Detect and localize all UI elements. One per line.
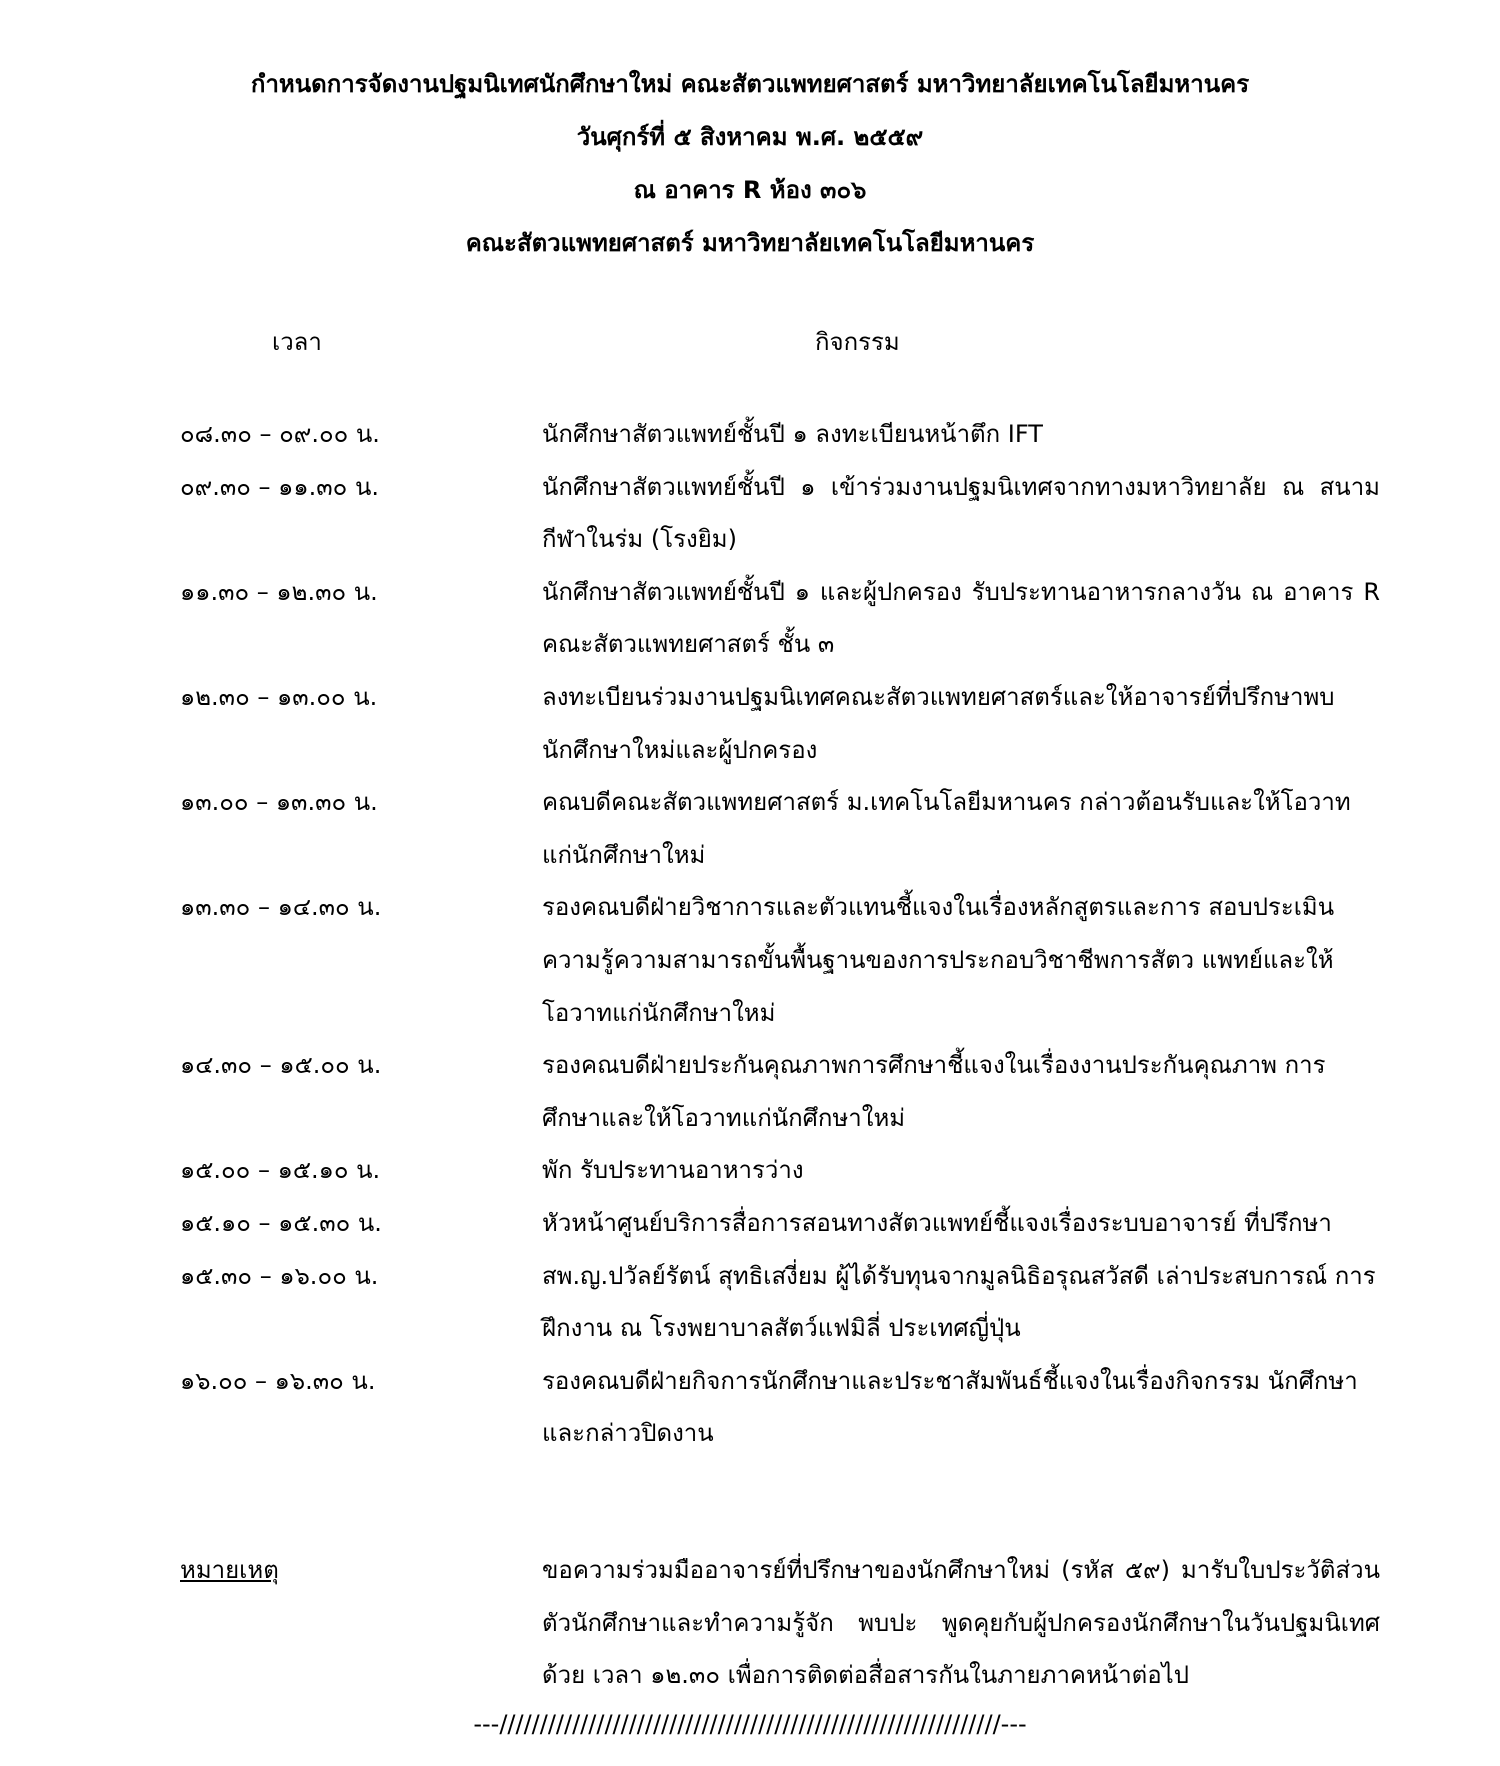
- schedule-row: [180, 1250, 1380, 1355]
- schedule-activity: พัก รับประทานอาหารว่าง: [542, 1156, 804, 1185]
- schedule-time: ๑๖.๐๐ – ๑๖.๓๐ น.: [180, 1366, 376, 1395]
- schedule-time: ๐๙.๓๐ – ๑๑.๓๐ น.: [180, 472, 379, 501]
- header-venue: ณ อาคาร R ห้อง ๓๐๖: [633, 176, 867, 204]
- schedule-activity: รองคณบดีฝ่ายประกันคุณภาพการศึกษาชี้แจงในเรื่องงานประกันคุณภาพ การศึกษาและให้โอวาทแก่นักศึกษาใหม่: [542, 1051, 1326, 1132]
- schedule-row: [180, 881, 1380, 1039]
- schedule-activity: สพ.ญ.ปวัลย์รัตน์ สุทธิเสงี่ยม ผู้ได้รับทุนจากมูลนิธิอรุณสวัสดี เล่าประสบการณ์ การฝึกงาน ณ โรงพยาบาลสัตว์แฟมิลี่ ประเทศญี่ปุ่น: [542, 1261, 1376, 1343]
- schedule-time: ๑๔.๓๐ – ๑๕.๐๐ น.: [180, 1051, 382, 1080]
- column-header-activity: กิจกรรม: [815, 328, 900, 356]
- note-text: ขอความร่วมมืออาจารย์ที่ปรึกษาของนักศึกษาใหม่ (รหัส ๕๙) มารับใบประวัติส่วนตัวนักศึกษาและทำความรู้จัก พบปะ พูดคุยกับผู้ปกครองนักศึกษาในวันปฐมนิเทศด้วย เวลา ๑๒.๓๐ เพื่อการติดต่อสื่อสารกันในภายภาคหน้าต่อไป: [542, 1556, 1380, 1690]
- note-section: [180, 1544, 1380, 1702]
- column-header-time: เวลา: [272, 328, 322, 356]
- schedule-time: ๑๕.๑๐ – ๑๕.๓๐ น.: [180, 1208, 382, 1237]
- schedule-row: [180, 1355, 1380, 1460]
- schedule-activity: นักศึกษาสัตวแพทย์ชั้นปี ๑ เข้าร่วมงานปฐมนิเทศจากทางมหาวิทยาลัย ณ สนามกีฬาในร่ม (โรงยิม): [542, 472, 1380, 554]
- schedule-row: [180, 408, 1380, 461]
- header-title: กำหนดการจัดงานปฐมนิเทศนักศึกษาใหม่ คณะสัตวแพทยศาสตร์ มหาวิทยาลัยเทคโนโลยีมหานคร: [250, 70, 1250, 98]
- schedule-activity: คณบดีคณะสัตวแพทยศาสตร์ ม.เทคโนโลยีมหานคร กล่าวต้อนรับและให้โอวาทแก่นักศึกษาใหม่: [542, 788, 1351, 869]
- header-faculty: คณะสัตวแพทยศาสตร์ มหาวิทยาลัยเทคโนโลยีมหานคร: [465, 229, 1035, 257]
- schedule-row: [180, 1144, 1380, 1197]
- schedule-activity: รองคณบดีฝ่ายวิชาการและตัวแทนชี้แจงในเรื่องหลักสูตรและการ สอบประเมินความรู้ความสามารถขั้นพื้นฐานของการประกอบวิชาชีพการสัตว แพทย์และให้โอวาทแก่นักศึกษาใหม่: [542, 893, 1335, 1027]
- schedule-activity: หัวหน้าศูนย์บริการสื่อการสอนทางสัตวแพทย์ชี้แจงเรื่องระบบอาจารย์ ที่ปรึกษา: [542, 1208, 1332, 1237]
- schedule-activity: ลงทะเบียนร่วมงานปฐมนิเทศคณะสัตวแพทยศาสตร์และให้อาจารย์ที่ปรึกษาพบนักศึกษาใหม่และผู้ปกครอง: [542, 682, 1335, 764]
- schedule-activity: นักศึกษาสัตวแพทย์ชั้นปี ๑ และผู้ปกครอง รับประทานอาหารกลางวัน ณ อาคาร R คณะสัตวแพทยศาสตร์ ชั้น ๓: [542, 577, 1380, 659]
- schedule-row: [180, 671, 1380, 776]
- schedule-row: [180, 461, 1380, 566]
- schedule-time: ๑๒.๓๐ – ๑๓.๐๐ น.: [180, 682, 378, 711]
- footer-divider: ---//////////////////////////////////////////////////////////////---: [473, 1710, 1027, 1738]
- schedule-row: [180, 776, 1380, 881]
- schedule-row: [180, 1039, 1380, 1144]
- schedule-time: ๑๓.๐๐ – ๑๓.๓๐ น.: [180, 788, 378, 817]
- schedule-table: [180, 408, 1380, 1460]
- schedule-row: [180, 566, 1380, 671]
- schedule-time: ๐๘.๓๐ – ๐๙.๐๐ น.: [180, 420, 380, 448]
- schedule-time: ๑๕.๐๐ – ๑๕.๑๐ น.: [180, 1156, 381, 1185]
- schedule-time: ๑๓.๓๐ – ๑๔.๓๐ น.: [180, 893, 382, 922]
- note-label: หมายเหตุ: [180, 1556, 279, 1584]
- schedule-activity: รองคณบดีฝ่ายกิจการนักศึกษาและประชาสัมพันธ์ชี้แจงในเรื่องกิจกรรม นักศึกษาและกล่าวปิดงาน: [542, 1366, 1358, 1448]
- header-date: วันศุกร์ที่ ๕ สิงหาคม พ.ศ. ๒๕๕๙: [576, 123, 924, 151]
- schedule-activity: นักศึกษาสัตวแพทย์ชั้นปี ๑ ลงทะเบียนหน้าตึก IFT: [542, 420, 1043, 448]
- schedule-time: ๑๕.๓๐ – ๑๖.๐๐ น.: [180, 1261, 379, 1290]
- document-header: [0, 58, 1500, 270]
- schedule-row: [180, 1197, 1380, 1250]
- schedule-time: ๑๑.๓๐ – ๑๒.๓๐ น.: [180, 577, 378, 606]
